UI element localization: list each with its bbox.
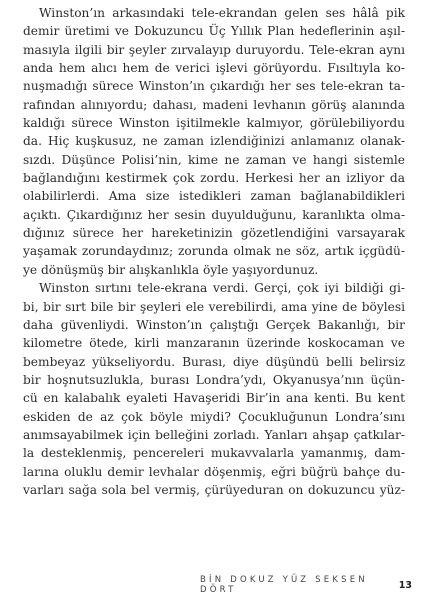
text-line: anda hem alıcı hem de verici işlevi görüyordu. Fısıltıyla ko- — [23, 61, 405, 76]
text-line: eskiden de az çok böyle miydi? Çocukluğunun Londra’sını — [23, 409, 405, 424]
text-line: cü en kalabalık eyaleti Havaşeridi Bir’in ana kenti. Bu kent — [23, 391, 405, 406]
text-line: Winston’ın arkasındaki tele-ekrandan gelen ses hâlâ pik — [39, 6, 405, 20]
text-line: anımsayabilmek için belleğini zorladı. Yanları ahşap çatkılar- — [23, 427, 405, 442]
page-footer — [200, 575, 412, 595]
text-line: demir üretimi ve Dokuzuncu Üç Yıllık Plan hedeflerinin aşıl- — [23, 24, 405, 39]
text-line: nuşmadığı sürece Winston’ın çıkardığı her ses tele-ekran ta- — [23, 79, 405, 94]
text-line: bir hoşnutsuzlukla, burası Londra’ydı, Okyanusya’nın üçün- — [23, 372, 405, 387]
text-line: dığınız sürece her hareketinizin gözetlendiğini varsayarak — [23, 226, 405, 241]
text-line: la desteklenmiş, pencereleri mukavvalarla yamanmış, dam- — [23, 446, 405, 461]
text-line: larına oluklu demir levhalar döşenmiş, eğri büğrü bahçe du- — [23, 464, 405, 479]
text-line: kilometre ötede, kirli manzaranın üzerinde koskocaman ve — [23, 336, 405, 351]
text-line: daha güvenliydi. Winston’ın çalıştığı Gerçek Bakanlığı, bir — [23, 317, 405, 332]
text-line: ye dönüşmüş bir alışkanlıkla öyle yaşıyordunuz. — [23, 262, 319, 277]
text-line: olabilirlerdi. Ama size istedikleri zaman bağlanabildikleri — [23, 189, 405, 204]
body-text — [23, 4, 405, 499]
text-line: sızdı. Düşünce Polisi’nin, kime ne zaman ve hangi sistemle — [23, 152, 405, 167]
page-number: 13 — [398, 579, 412, 591]
text-line: bembeyaz yükseliyordu. Burası, diye düşündü belli belirsiz — [23, 354, 405, 369]
text-line: bağlandığını kestirmek çok zordu. Herkesi her an izliyor da — [23, 171, 405, 186]
running-footer-title: BİN DOKUZ YÜZ SEKSEN DÖRT — [200, 575, 368, 595]
text-line: açıktı. Çıkardığınız her sesin duyulduğunu, karanlıkta olma- — [23, 207, 405, 222]
text-line: masıyla ilgili bir şeyler zırvalayıp duruyordu. Tele-ekran aynı — [23, 42, 405, 57]
text-line: Winston sırtını tele-ekrana verdi. Gerçi, çok iyi bildiği gi- — [39, 281, 405, 296]
text-line: bi, bir sırt bile bir şeyleri ele verebilirdi, ama yine de böylesi — [23, 299, 405, 314]
text-line: da. Hiç kuşkusuz, ne zaman izlendiğinizi anlamanız olanak- — [23, 134, 405, 149]
text-line: rafından alınıyordu; dahası, madeni levhanın görüş alanında — [23, 97, 405, 112]
text-line: kaldığı sürece Winston işitilmekle kalmıyor, görülebiliyordu — [23, 116, 405, 131]
text-line: varları sağa sola bel vermiş, çürüyeduran on dokuzuncu yüz- — [23, 482, 405, 497]
text-line: yaşamak zorundaydınız; zorunda olmak ne söz, artık içgüdü- — [23, 244, 405, 259]
